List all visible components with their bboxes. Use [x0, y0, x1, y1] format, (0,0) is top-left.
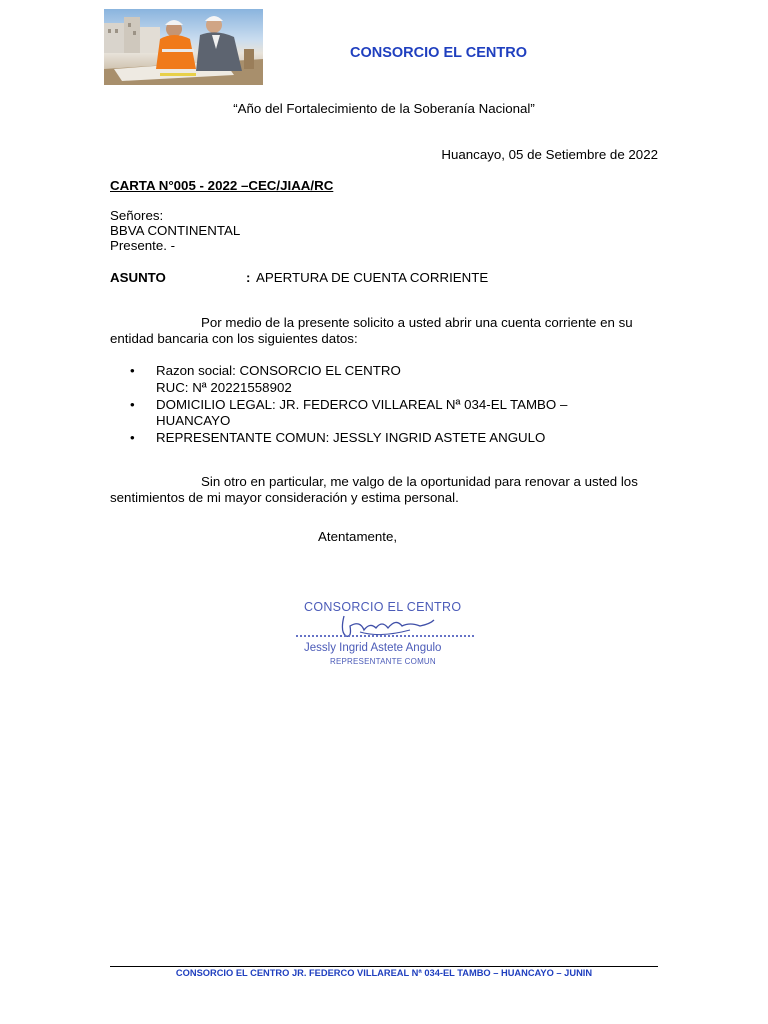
- list-item: [110, 397, 658, 431]
- signature-stamp: [290, 596, 480, 676]
- recipient-salutation: Señores:: [110, 208, 164, 223]
- header-photo: [104, 9, 263, 85]
- list-item: [110, 363, 658, 397]
- stamp-dotted-line: [296, 635, 474, 637]
- list-item: [110, 430, 658, 447]
- footer-divider: [110, 966, 658, 967]
- construction-workers-image: [104, 9, 263, 85]
- stamp-name: Jessly Ingrid Astete Angulo: [304, 642, 442, 654]
- intro-paragraph: Por medio de la presente solicito a usted abrir una cuenta corriente en su entidad bancaria con los siguientes datos:: [110, 315, 633, 346]
- common-representative: REPRESENTANTE COMUN: JESSLY INGRID ASTETE ANGULO: [156, 430, 546, 446]
- recipient-presente: Presente. -: [110, 238, 176, 253]
- footer-text: CONSORCIO EL CENTRO JR. FEDERCO VILLAREAL Nª 034-EL TAMBO – HUANCAYO – JUNIN: [175, 968, 593, 978]
- subject-label: ASUNTO: [110, 270, 166, 285]
- subject-colon: :: [246, 270, 251, 285]
- account-details-list: [110, 363, 658, 447]
- bullet-icon: •: [130, 396, 135, 412]
- legal-address-continued: HUANCAYO: [156, 413, 231, 429]
- legal-address: DOMICILIO LEGAL: JR. FEDERCO VILLAREAL Nª 034-EL TAMBO –: [156, 396, 568, 412]
- bullet-icon: •: [130, 430, 135, 446]
- closing-salutation: Atentamente,: [318, 529, 398, 544]
- bullet-icon: •: [130, 363, 135, 378]
- letter-date: Huancayo, 05 de Setiembre de 2022: [441, 147, 658, 162]
- closing-paragraph: Sin otro en particular, me valgo de la oportunidad para renovar a usted los sentimientos de mi mayor consideración y estima personal.: [110, 474, 638, 505]
- recipient-bank: BBVA CONTINENTAL: [110, 223, 241, 238]
- handwritten-signature: [330, 612, 440, 642]
- ruc-number: RUC: Nª 20221558902: [156, 379, 292, 395]
- company-title: CONSORCIO EL CENTRO: [350, 45, 527, 61]
- subject-value: APERTURA DE CUENTA CORRIENTE: [256, 270, 489, 285]
- stamp-company: CONSORCIO EL CENTRO: [304, 600, 462, 614]
- business-name: Razon social: CONSORCIO EL CENTRO: [156, 363, 401, 378]
- year-motto: “Año del Fortalecimiento de la Soberanía Nacional”: [233, 101, 535, 116]
- letter-reference: CARTA N°005 - 2022 –CEC/JIAA/RC: [110, 178, 334, 193]
- recipient-block: [110, 208, 240, 253]
- stamp-role: REPRESENTANTE COMUN: [330, 657, 436, 666]
